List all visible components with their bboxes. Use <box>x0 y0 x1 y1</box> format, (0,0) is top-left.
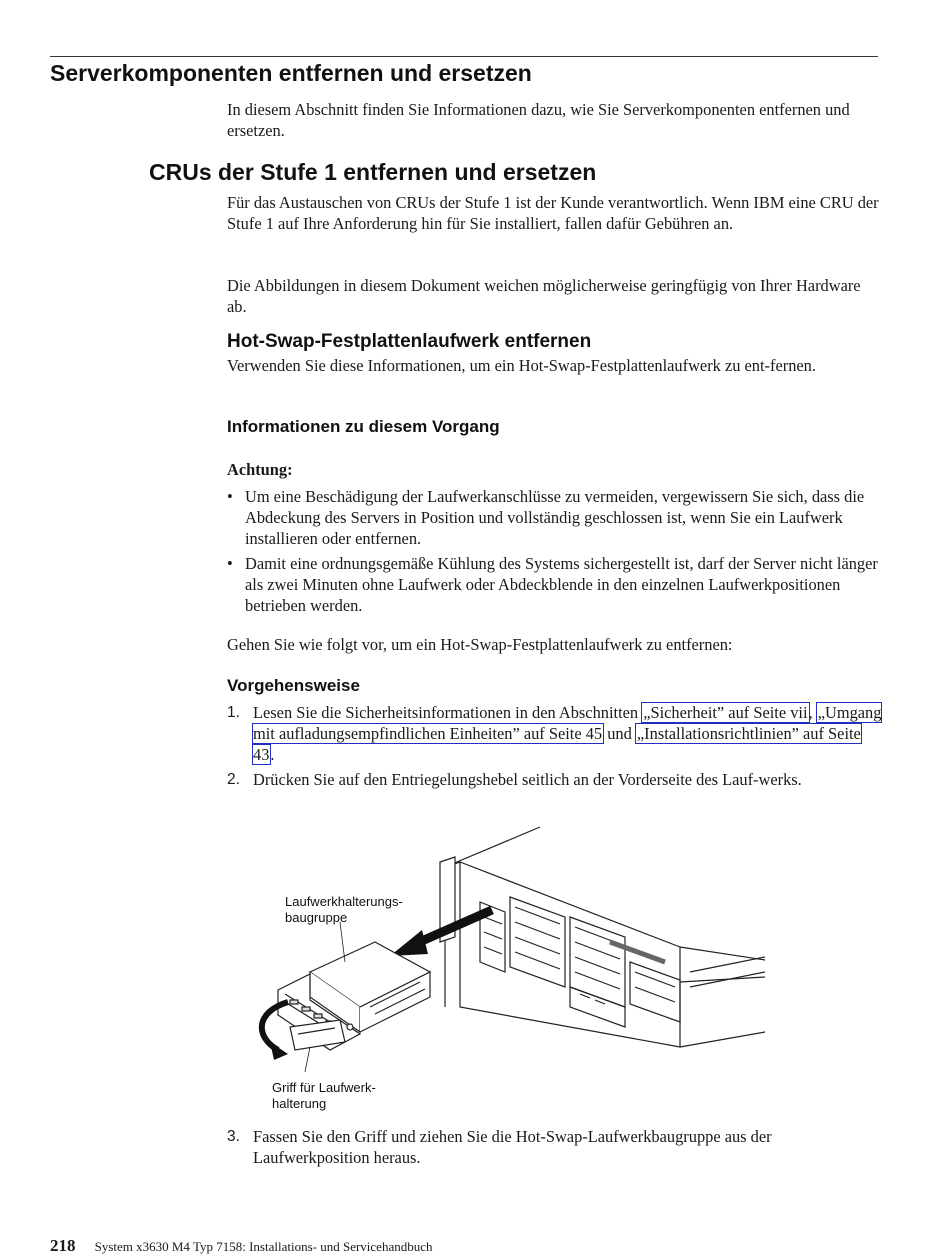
page-footer <box>50 1236 433 1256</box>
bullet-dot: • <box>227 487 233 506</box>
section-title: Serverkomponenten entfernen und ersetzen <box>50 60 532 86</box>
step-separator: , <box>808 703 817 722</box>
procedure-steps-continued <box>227 1126 882 1172</box>
cru-paragraph-1: Für das Austauschen von CRUs der Stufe 1 ist der Kunde verantwortlich. Wenn IBM eine CRU der Stufe 1 auf Ihre Anforderung hin für Sie installiert, fallen dafür Gebühren an. <box>227 193 879 233</box>
step-number: 1. <box>227 704 240 721</box>
procedure-steps <box>227 702 882 794</box>
step-number: 3. <box>227 1128 240 1145</box>
step-2 <box>227 769 882 790</box>
label-tray-2: baugruppe <box>285 910 348 925</box>
page-number: 218 <box>50 1236 76 1255</box>
label-handle: Griff für Laufwerk- <box>272 1080 376 1095</box>
step-end: . <box>270 745 275 764</box>
step-text: Fassen Sie den Griff und ziehen Sie die Hot-Swap-Laufwerkbaugruppe aus der Laufwerkposition heraus. <box>253 1127 772 1167</box>
link-umgang-einheiten[interactable]: „Umgang mit aufladungsempfindlichen Einheiten” auf Seite 45 <box>253 703 882 743</box>
server-chassis <box>440 827 765 1047</box>
cru-paragraph-2: Die Abbildungen in diesem Dokument weichen möglicherweise geringfügig von Ihrer Hardware ab. <box>227 276 861 316</box>
label-handle-2: halterung <box>272 1096 327 1111</box>
attention-label: Achtung: <box>227 460 293 479</box>
steps-intro: Gehen Sie wie folgt vor, um ein Hot-Swap-Festplattenlaufwerk zu entfernen: <box>227 635 733 654</box>
footer-title: System x3630 M4 Typ 7158: Installations- und Servicehandbuch <box>94 1239 433 1254</box>
hotswap-title: Hot-Swap-Festplattenlaufwerk entfernen <box>227 331 592 352</box>
link-sicherheit[interactable]: „Sicherheit” auf Seite vii <box>643 703 808 722</box>
bullet-dot: • <box>227 554 233 573</box>
list-item <box>227 553 882 616</box>
procedure-title: Vorgehensweise <box>227 676 360 695</box>
bullet-text: Um eine Beschädigung der Laufwerkanschlüsse zu vermeiden, vergewissern Sie sich, dass die Abdeckung des Servers in Position und vollständig geschlossen ist, wenn Sie ein Laufwerk installieren oder entfernen. <box>245 487 865 548</box>
hotswap-intro: Verwenden Sie diese Informationen, um ein Hot-Swap-Festplattenlaufwerk zu ent-fernen. <box>227 356 816 375</box>
tray-label-leader <box>340 922 345 962</box>
step-3 <box>227 1126 882 1168</box>
step-text: Lesen Sie die Sicherheitsinformationen in den Abschnitten <box>253 703 643 722</box>
list-item <box>227 486 882 549</box>
link-installationsrichtlinien[interactable]: „Installationsrichtlinien” auf Seite 43 <box>253 724 861 764</box>
cru-title: CRUs der Stufe 1 entfernen und ersetzen <box>149 159 597 185</box>
step-connector: und <box>603 724 636 743</box>
step-number: 2. <box>227 771 240 788</box>
section-intro: In diesem Abschnitt finden Sie Informationen dazu, wie Sie Serverkomponenten entfernen und ersetzen. <box>227 100 850 140</box>
step-text: Drücken Sie auf den Entriegelungshebel seitlich an der Vorderseite des Lauf-werks. <box>253 770 802 789</box>
drive-tray <box>278 942 430 1050</box>
drive-removal-figure <box>250 822 770 1122</box>
handle-label-leader <box>305 1047 310 1072</box>
drive-removal-illustration <box>250 822 770 1122</box>
attention-list <box>227 486 882 620</box>
top-rule <box>50 56 878 57</box>
info-title: Informationen zu diesem Vorgang <box>227 417 500 436</box>
label-tray: Laufwerkhalterungs- <box>285 894 403 909</box>
step-1 <box>227 702 882 765</box>
bullet-text: Damit eine ordnungsgemäße Kühlung des Systems sichergestellt ist, darf der Server nicht länger als zwei Minuten ohne Laufwerk oder Abdeckblende in den einzelnen Laufwerkpositionen betrieben werden. <box>245 554 878 615</box>
